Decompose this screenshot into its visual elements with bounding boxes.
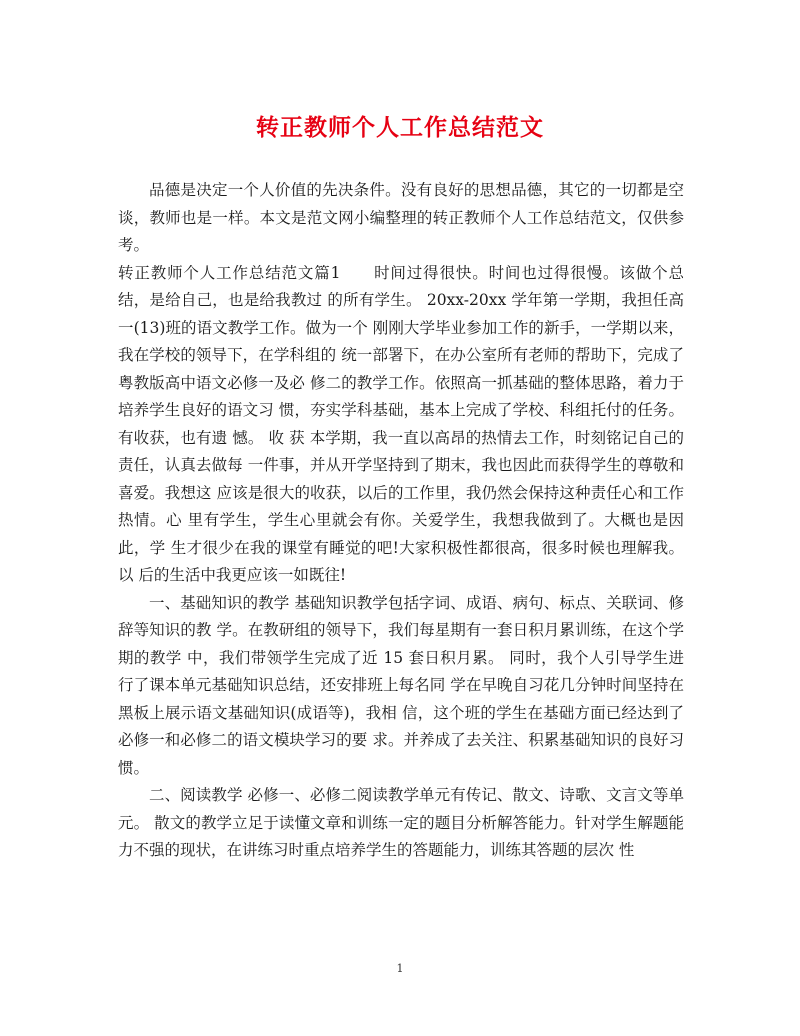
reading-teaching-paragraph: 二、阅读教学 必修一、必修二阅读教学单元有传记、散文、诗歌、文言文等单元。 散文的教学立足于读懂文章和训练一定的题目分析解答能力。针对学生解题能力不强的现状，在讲练习时重点培养学生的答题能力，训练其答题的层次 性 [118,786,684,859]
intro-paragraph: 品德是决定一个人价值的先决条件。没有良好的思想品德，其它的一切都是空谈，教师也是一样。本文是范文网小编整理的转正教师个人工作总结范文，仅供参考。 [118,181,684,254]
section-1-paragraph: 转正教师个人工作总结范文篇1 时间过得很快。时间也过得很慢。该做个总结，是给自己，也是给我教过 的所有学生。 20xx-20xx 学年第一学期，我担任高一(13)班的语文教学工作。做为一个 刚刚大学毕业参加工作的新手，一学期以来，我在学校的领导下，在学科组的 统一部署下，在办公室所有老师的帮助下，完成了粤教版高中语文必修一及必 修二的教学工作。依照高一抓基础的整体思路，着力于培养学生良好的语文习 惯，夯实学科基础，基本上完成了学校、科组托付的任务。有收获，也有遗 憾。 收 获 本学期，我一直以高昂的热情去工作，时刻铭记自己的责任，认真去做每 一件事，并从开学坚持到了期末，我也因此而获得学生的尊敬和喜爱。我想这 应该是很大的收获，以后的工作里，我仍然会保持这种责任心和工作热情。心 里有学生，学生心里就会有你。关爱学生，我想我做到了。大概也是因此，学 生才很少在我的课堂有睡觉的吧!大家积极性都很高，很多时候也理解我。以 后的生活中我更应该一如既往! [118,263,684,584]
basic-knowledge-paragraph: 一、基础知识的教学 基础知识教学包括字词、成语、病句、标点、关联词、修辞等知识的教 学。在教研组的领导下，我们每星期有一套日积月累训练，在这个学期的教学 中，我们带领学生完成了近 15 套日积月累。 同时，我个人引导学生进行了课本单元基础知识总结，还安排班上每名同 学在早晚自习花几分钟时间坚持在黑板上展示语文基础知识(成语等)，我相 信，这个班的学生在基础方面已经达到了必修一和必修二的语文模块学习的要 求。并养成了去关注、积累基础知识的良好习惯。 [118,593,684,777]
document-title: 转正教师个人工作总结范文 [256,114,544,141]
page-number: 1 [396,962,404,975]
document-body [118,177,684,865]
